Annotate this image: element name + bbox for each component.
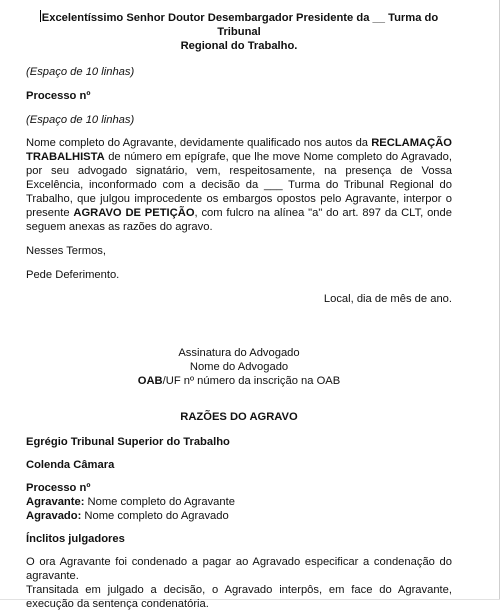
appellant-label: Agravante: <box>26 496 85 508</box>
intro-text-part-3: , com fulcro na alínea "a" do art. 897 da CLT, onde seguem anexas as razões do agravo. <box>26 207 452 233</box>
closing-terms: Nesses Termos, <box>26 245 106 257</box>
reasons-paragraph-2: Transitada em julgado a decisão, o Agravado interpôs, em face do Agravante, execução da sentença condenatória. <box>26 584 452 610</box>
document-body[interactable] <box>26 10 452 611</box>
intro-paragraph <box>26 136 452 234</box>
process-label-2: Processo nº <box>26 482 91 494</box>
reclamacao-trabalhista-term: RECLAMAÇÃO TRABALHISTA <box>26 137 452 163</box>
text-cursor <box>40 10 41 22</box>
reasons-paragraph-1: O ora Agravante foi condenado a pagar ao Agravado especificar a condenação do agravante. <box>26 556 452 582</box>
chamber-address: Colenda Câmara <box>26 459 115 471</box>
spacer-note-1: (Espaço de 10 linhas) <box>26 66 135 78</box>
appellee-label: Agravado: <box>26 510 82 522</box>
closing-request: Pede Deferimento. <box>26 269 120 281</box>
header-title-line-1: Excelentíssimo Senhor Doutor Desembargador Presidente da __ Turma do Tribunal <box>41 12 439 38</box>
appellant-name: Nome completo do Agravante <box>84 496 235 508</box>
intro-text-part-2: de número em epígrafe, que lhe move Nome completo do Agravado, por seu advogado signatário, vem, respeitosamente, na presença de Vossa Excelência, inconformado com a decisão da ___ Turma do Tribunal Regional do Trabalho, que julgou improcedente os embargos opostos pelo Agravante, interpor o presente <box>26 151 452 219</box>
oab-label: OAB <box>137 375 163 387</box>
oab-registration: /UF nº número da inscrição na OAB <box>162 375 341 387</box>
reasons-title: RAZÕES DO AGRAVO <box>180 411 298 423</box>
intro-text-part-1: Nome completo do Agravante, devidamente qualificado nos autos da <box>26 137 372 149</box>
document-header <box>26 10 452 53</box>
signature-block <box>26 346 452 388</box>
lawyer-name: Nome do Advogado <box>189 361 289 373</box>
spacer-note-2: (Espaço de 10 linhas) <box>26 114 135 126</box>
signature-line: Assinatura do Advogado <box>178 347 300 359</box>
judges-salutation: Ínclitos julgadores <box>26 533 125 545</box>
court-address: Egrégio Tribunal Superior do Trabalho <box>26 436 230 448</box>
appellee-name: Nome completo do Agravado <box>81 510 229 522</box>
agravo-de-peticao-term: AGRAVO DE PETIÇÃO <box>73 207 195 219</box>
process-label-1: Processo nº <box>26 90 91 102</box>
case-parties <box>26 481 452 523</box>
header-title-line-2: Regional do Trabalho. <box>180 40 298 52</box>
place-and-date: Local, dia de mês de ano. <box>323 293 452 305</box>
